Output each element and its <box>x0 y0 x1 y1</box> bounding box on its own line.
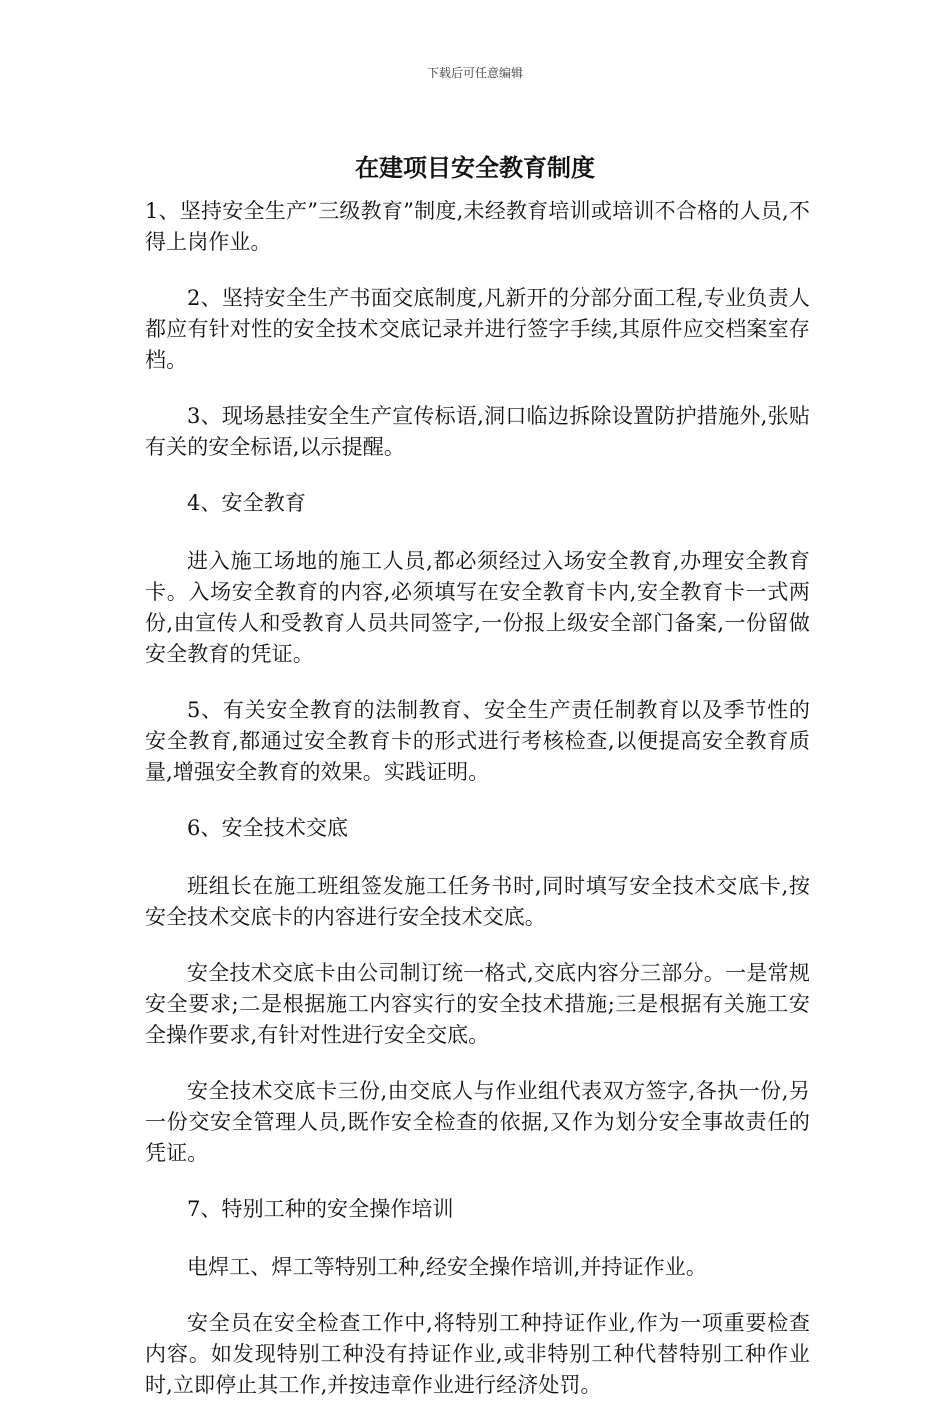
paragraph-6-body-2: 安全技术交底卡由公司制订统一格式,交底内容分三部分。一是常规安全要求;二是根据施工内容实行的安全技术措施;三是根据有关施工安全操作要求,有针对性进行安全交底。 <box>145 961 810 1047</box>
section-heading-6: 6、安全技术交底 <box>187 816 349 840</box>
paragraph-1: 1、坚持安全生产”三级教育”制度,未经教育培训或培训不合格的人员,不得上岗作业。 <box>145 199 810 254</box>
paragraph-2: 2、坚持安全生产书面交底制度,凡新开的分部分面工程,专业负责人都应有针对性的安全技术交底记录并进行签字手续,其原件应交档案室存档。 <box>145 286 810 372</box>
header-note: 下载后可任意编辑 <box>426 66 523 80</box>
paragraph-6-body-3: 安全技术交底卡三份,由交底人与作业组代表双方签字,各执一份,另一份交安全管理人员,既作安全检查的依据,又作为划分安全事故责任的凭证。 <box>145 1079 810 1165</box>
paragraph-4-body: 进入施工场地的施工人员,都必须经过入场安全教育,办理安全教育卡。入场安全教育的内容,必须填写在安全教育卡内,安全教育卡一式两份,由宣传人和受教育人员共同签字,一份报上级安全部门备案,一份留做安全教育的凭证。 <box>145 549 810 666</box>
paragraph-7-body-1: 电焊工、焊工等特别工种,经安全操作培训,并持证作业。 <box>187 1255 707 1279</box>
section-heading-4: 4、安全教育 <box>187 491 306 515</box>
paragraph-5: 5、有关安全教育的法制教育、安全生产责任制教育以及季节性的安全教育,都通过安全教育卡的形式进行考核检查,以便提高安全教育质量,增强安全教育的效果。实践证明。 <box>145 698 810 784</box>
section-heading-7: 7、特别工种的安全操作培训 <box>187 1197 454 1221</box>
paragraph-3: 3、现场悬挂安全生产宣传标语,洞口临边拆除设置防护措施外,张贴有关的安全标语,以示提醒。 <box>145 404 810 459</box>
page-title: 在建项目安全教育制度 <box>355 154 595 182</box>
paragraph-7-body-2: 安全员在安全检查工作中,将特别工种持证作业,作为一项重要检查内容。如发现特别工种没有持证作业,或非特别工种代替特别工种作业时,立即停止其工作,并按违章作业进行经济处罚。 <box>145 1311 810 1397</box>
document-body <box>145 196 810 1426</box>
paragraph-6-body-1: 班组长在施工班组签发施工任务书时,同时填写安全技术交底卡,按安全技术交底卡的内容进行安全技术交底。 <box>145 874 810 929</box>
